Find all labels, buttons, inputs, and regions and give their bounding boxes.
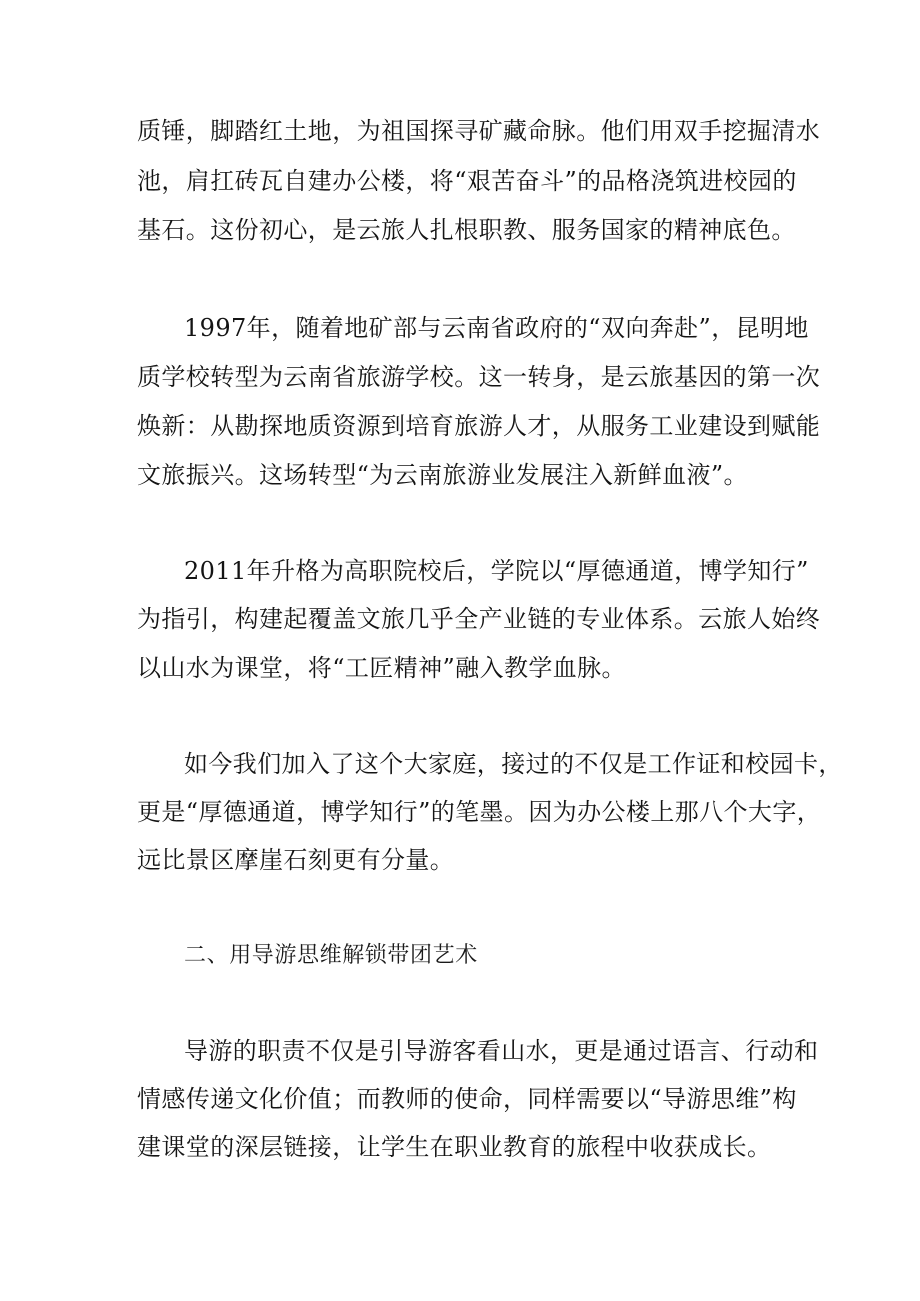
paragraph-line: 以山水为课堂，将“工匠精神”融入教学血脉。 [137,654,626,682]
paragraph-line: 质锤，脚踏红土地，为祖国探寻矿藏命脉。他们用双手挖掘清水 [137,117,821,145]
paragraph-line: 更是“厚德通道，博学知行”的笔墨。因为办公楼上那八个大字， [137,798,822,826]
paragraph-line: 1997年，随着地矿部与云南省政府的“双向奔赴”，昆明地 [184,314,809,342]
paragraph-line: 池，肩扛砖瓦自建办公楼，将“艰苦奋斗”的品格浇筑进校园的 [137,167,797,195]
paragraph-line: 导游的职责不仅是引导游客看山水，更是通过语言、行动和 [184,1037,819,1065]
paragraph-line: 焕新：从勘探地质资源到培育旅游人才，从服务工业建设到赋能 [137,412,821,440]
paragraph-line: 为指引，构建起覆盖文旅几乎全产业链的专业体系。云旅人始终 [137,605,821,633]
paragraph-line: 远比景区摩崖石刻更有分量。 [137,846,455,874]
paragraph-line: 文旅振兴。这场转型“为云南旅游业发展注入新鲜血液”。 [137,461,748,489]
section-heading: 二、用导游思维解锁带团艺术 [184,943,478,968]
paragraph-line: 建课堂的深层链接，让学生在职业教育的旅程中收获成长。 [137,1133,772,1161]
paragraph-line: 基石。这份初心，是云旅人扎根职教、服务国家的精神底色。 [137,216,796,244]
paragraph-line: 情感传递文化价值；而教师的使命，同样需要以“导游思维”构 [137,1085,797,1113]
paragraph-line: 2011年升格为高职院校后，学院以“厚德通道，博学知行” [184,557,809,585]
paragraph-line: 质学校转型为云南省旅游学校。这一转身，是云旅基因的第一次 [137,363,821,391]
paragraph-line: 如今我们加入了这个大家庭，接过的不仅是工作证和校园卡， [184,750,843,778]
